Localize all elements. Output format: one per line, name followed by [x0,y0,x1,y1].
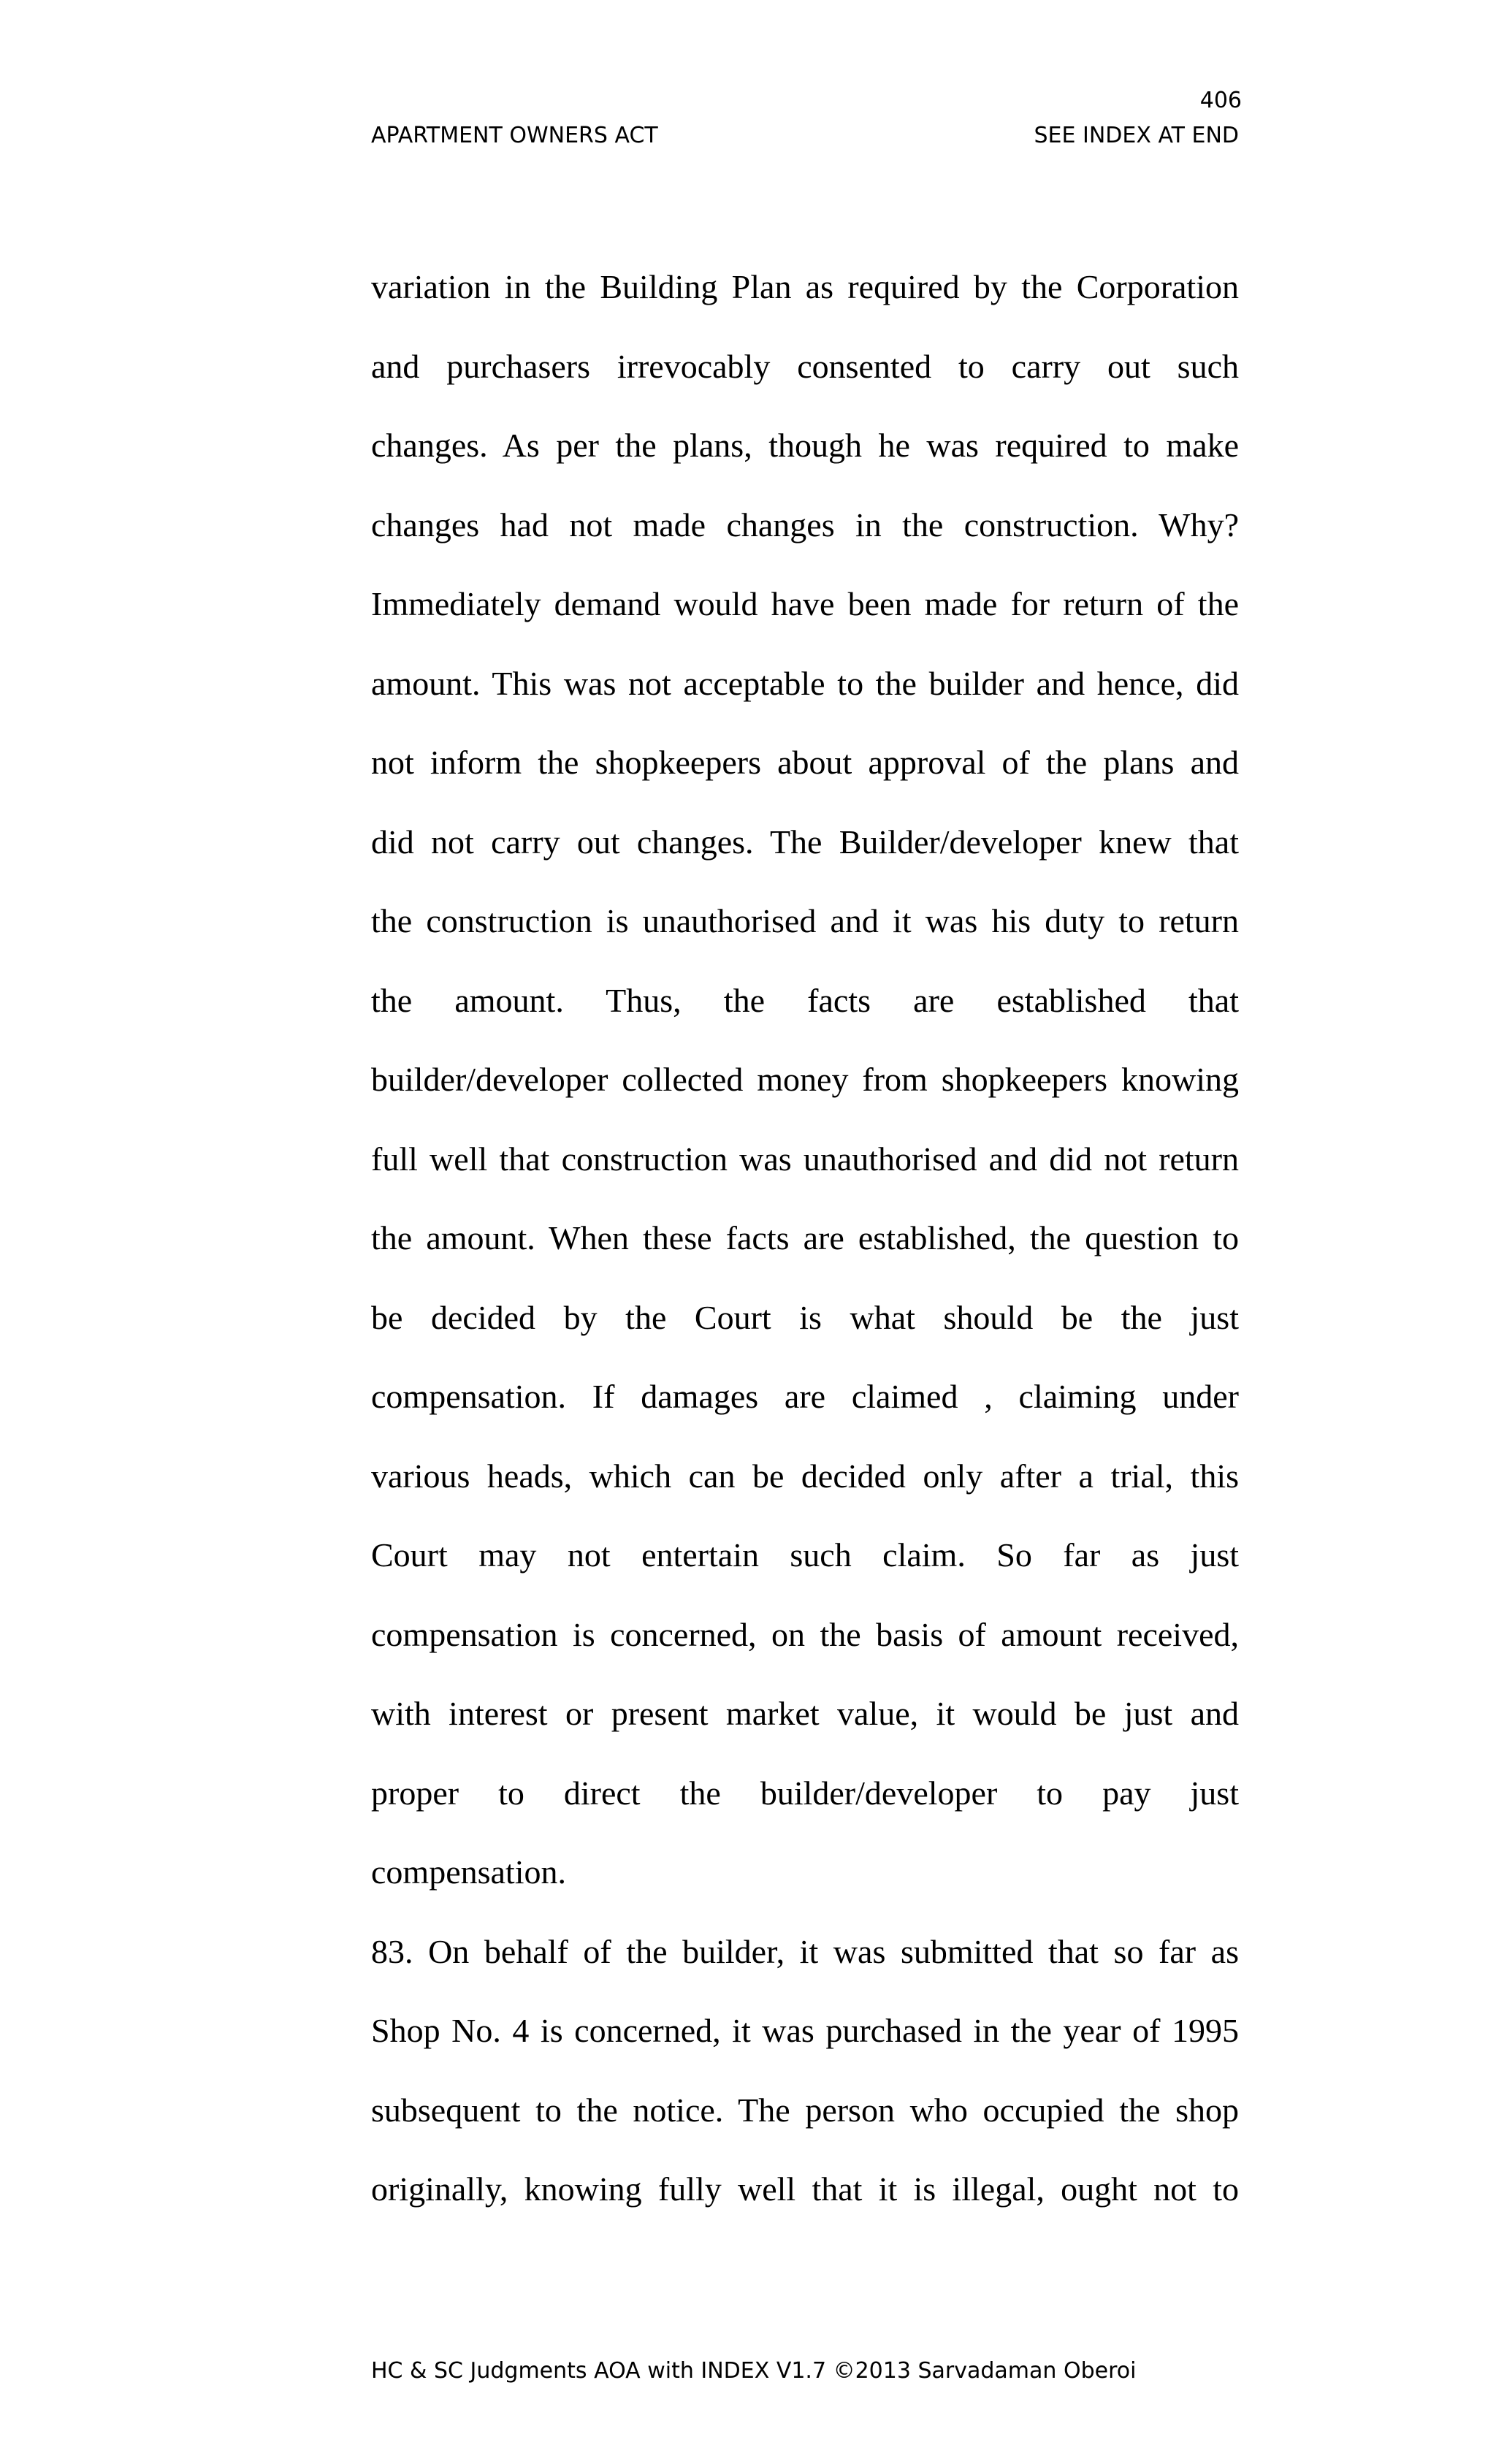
running-header [371,121,1239,150]
text-line: the amount. Thus, the facts are established that [371,981,1239,1019]
text-line: 83. On behalf of the builder, it was submitted that so far as [371,1932,1239,1970]
judgment-body-text [371,259,1239,2240]
text-line: various heads, which can be decided only after a trial, this [371,1457,1239,1495]
text-line: changes had not made changes in the construction. Why? [371,506,1239,543]
text-line: Shop No. 4 is concerned, it was purchased in the year of 1995 [371,2012,1239,2049]
text-line: the construction is unauthorised and it was his duty to return [371,902,1239,939]
text-line: compensation is concerned, on the basis of amount received, [371,1615,1239,1653]
text-line: with interest or present market value, it would be just and [371,1695,1239,1732]
text-line: be decided by the Court is what should be the just [371,1298,1239,1336]
text-line: full well that construction was unauthorised and did not return [371,1140,1239,1178]
text-line: not inform the shopkeepers about approval of the plans and [371,744,1239,781]
text-line: Immediately demand would have been made for return of the [371,585,1239,622]
page-number: 406 [1199,88,1242,113]
text-line: the amount. When these facts are established, the question to [371,1219,1239,1256]
page-footer: HC & SC Judgments AOA with INDEX V1.7 ©2013 Sarvadaman Oberoi [371,2358,1137,2384]
text-line: originally, knowing fully well that it is illegal, ought not to [371,2170,1239,2208]
text-line: builder/developer collected money from shopkeepers knowing [371,1061,1239,1098]
header-title: APARTMENT OWNERS ACT [371,123,658,148]
text-line: did not carry out changes. The Builder/developer knew that [371,823,1239,861]
text-line: subsequent to the notice. The person who occupied the shop [371,2091,1239,2129]
paragraph-end-line: compensation. [371,1853,566,1891]
text-line: amount. This was not acceptable to the builder and hence, did [371,664,1239,702]
header-index-note: SEE INDEX AT END [1034,123,1239,148]
text-line: proper to direct the builder/developer to pay just [371,1774,1239,1812]
text-line: changes. As per the plans, though he was required to make [371,427,1239,464]
text-line: variation in the Building Plan as required by the Corporation [371,268,1239,305]
text-line: Court may not entertain such claim. So far as just [371,1536,1239,1574]
text-line: and purchasers irrevocably consented to carry out such [371,347,1239,385]
text-line: compensation. If damages are claimed , claiming under [371,1378,1239,1415]
